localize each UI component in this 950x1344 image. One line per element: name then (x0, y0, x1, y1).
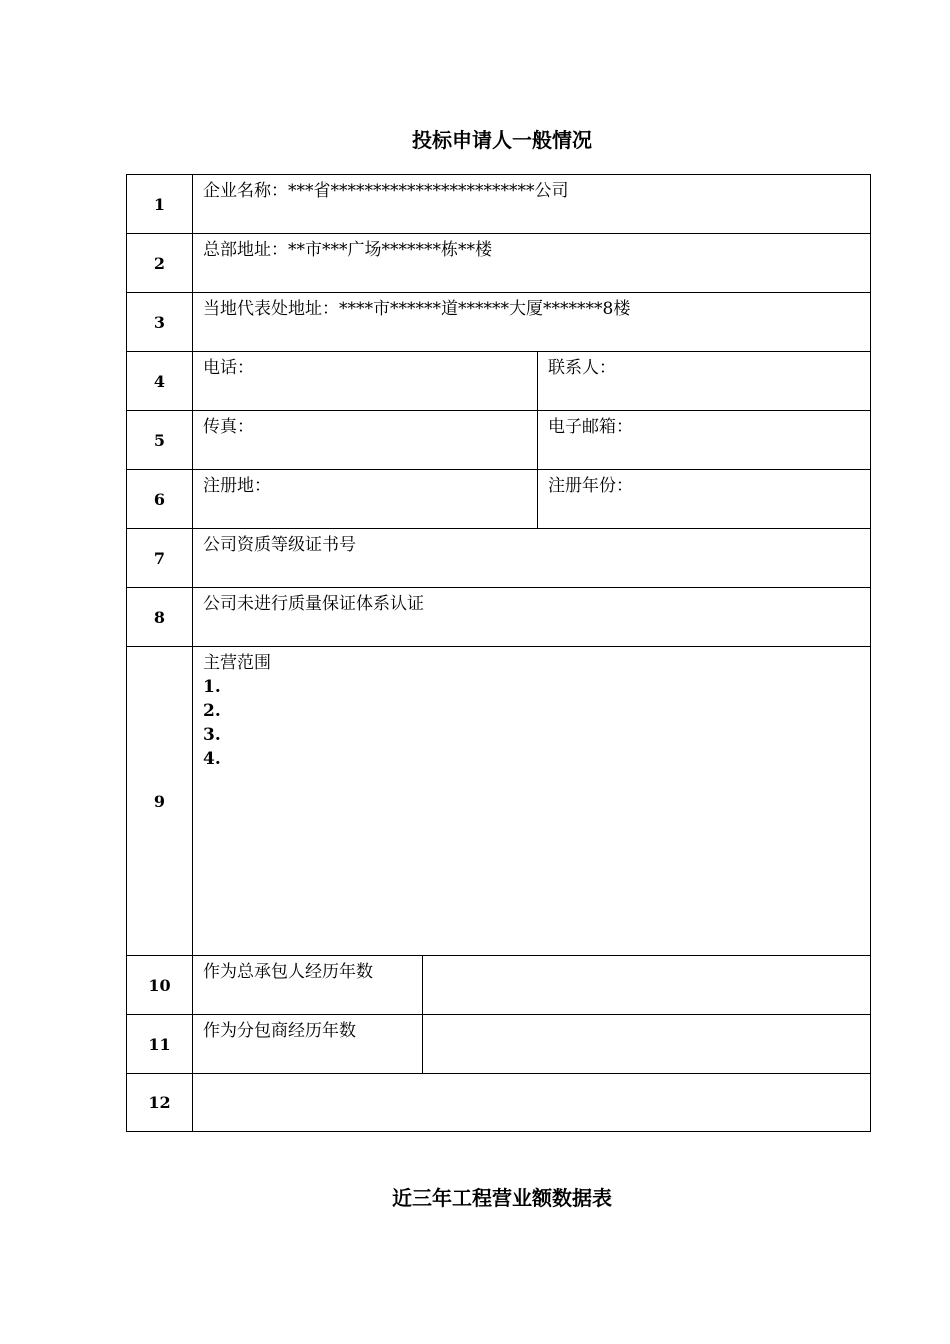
page-title: 投标申请人一般情况 (412, 128, 592, 152)
business-scope-cell (192, 646, 871, 956)
row-number: 3 (126, 292, 193, 352)
row-number: 1 (126, 174, 193, 234)
subcontractor-years-label: 作为分包商经历年数 (192, 1014, 423, 1074)
company-name-cell: 企业名称：***省************************公司 (192, 174, 871, 234)
row-number: 11 (126, 1014, 193, 1074)
quality-certification-cell: 公司未进行质量保证体系认证 (192, 587, 871, 647)
list-item: 3. (203, 725, 221, 745)
subcontractor-years-value (422, 1014, 871, 1074)
row-number: 5 (126, 410, 193, 470)
fax-cell: 传真： (192, 410, 538, 470)
row-number: 6 (126, 469, 193, 529)
row-number: 4 (126, 351, 193, 411)
list-item: 1. (203, 677, 221, 697)
row-number: 7 (126, 528, 193, 588)
list-item: 2. (203, 701, 221, 721)
registration-place-cell: 注册地： (192, 469, 538, 529)
section-title: 近三年工程营业额数据表 (392, 1186, 612, 1210)
qualification-cert-cell: 公司资质等级证书号 (192, 528, 871, 588)
row-number: 10 (126, 955, 193, 1015)
row-number: 8 (126, 587, 193, 647)
list-item: 4. (203, 749, 221, 769)
empty-cell (192, 1073, 871, 1132)
row-number: 2 (126, 233, 193, 293)
business-scope-label: 主营范围 (203, 653, 271, 673)
headquarters-address-cell: 总部地址：**市***广场*******栋**楼 (192, 233, 871, 293)
general-contractor-years-value (422, 955, 871, 1015)
row-number: 12 (126, 1073, 193, 1132)
contact-person-cell: 联系人： (537, 351, 871, 411)
local-office-address-cell: 当地代表处地址：****市******道******大厦*******8楼 (192, 292, 871, 352)
row-number: 9 (126, 646, 193, 956)
phone-cell: 电话： (192, 351, 538, 411)
general-contractor-years-label: 作为总承包人经历年数 (192, 955, 423, 1015)
email-cell: 电子邮箱： (537, 410, 871, 470)
registration-year-cell: 注册年份： (537, 469, 871, 529)
